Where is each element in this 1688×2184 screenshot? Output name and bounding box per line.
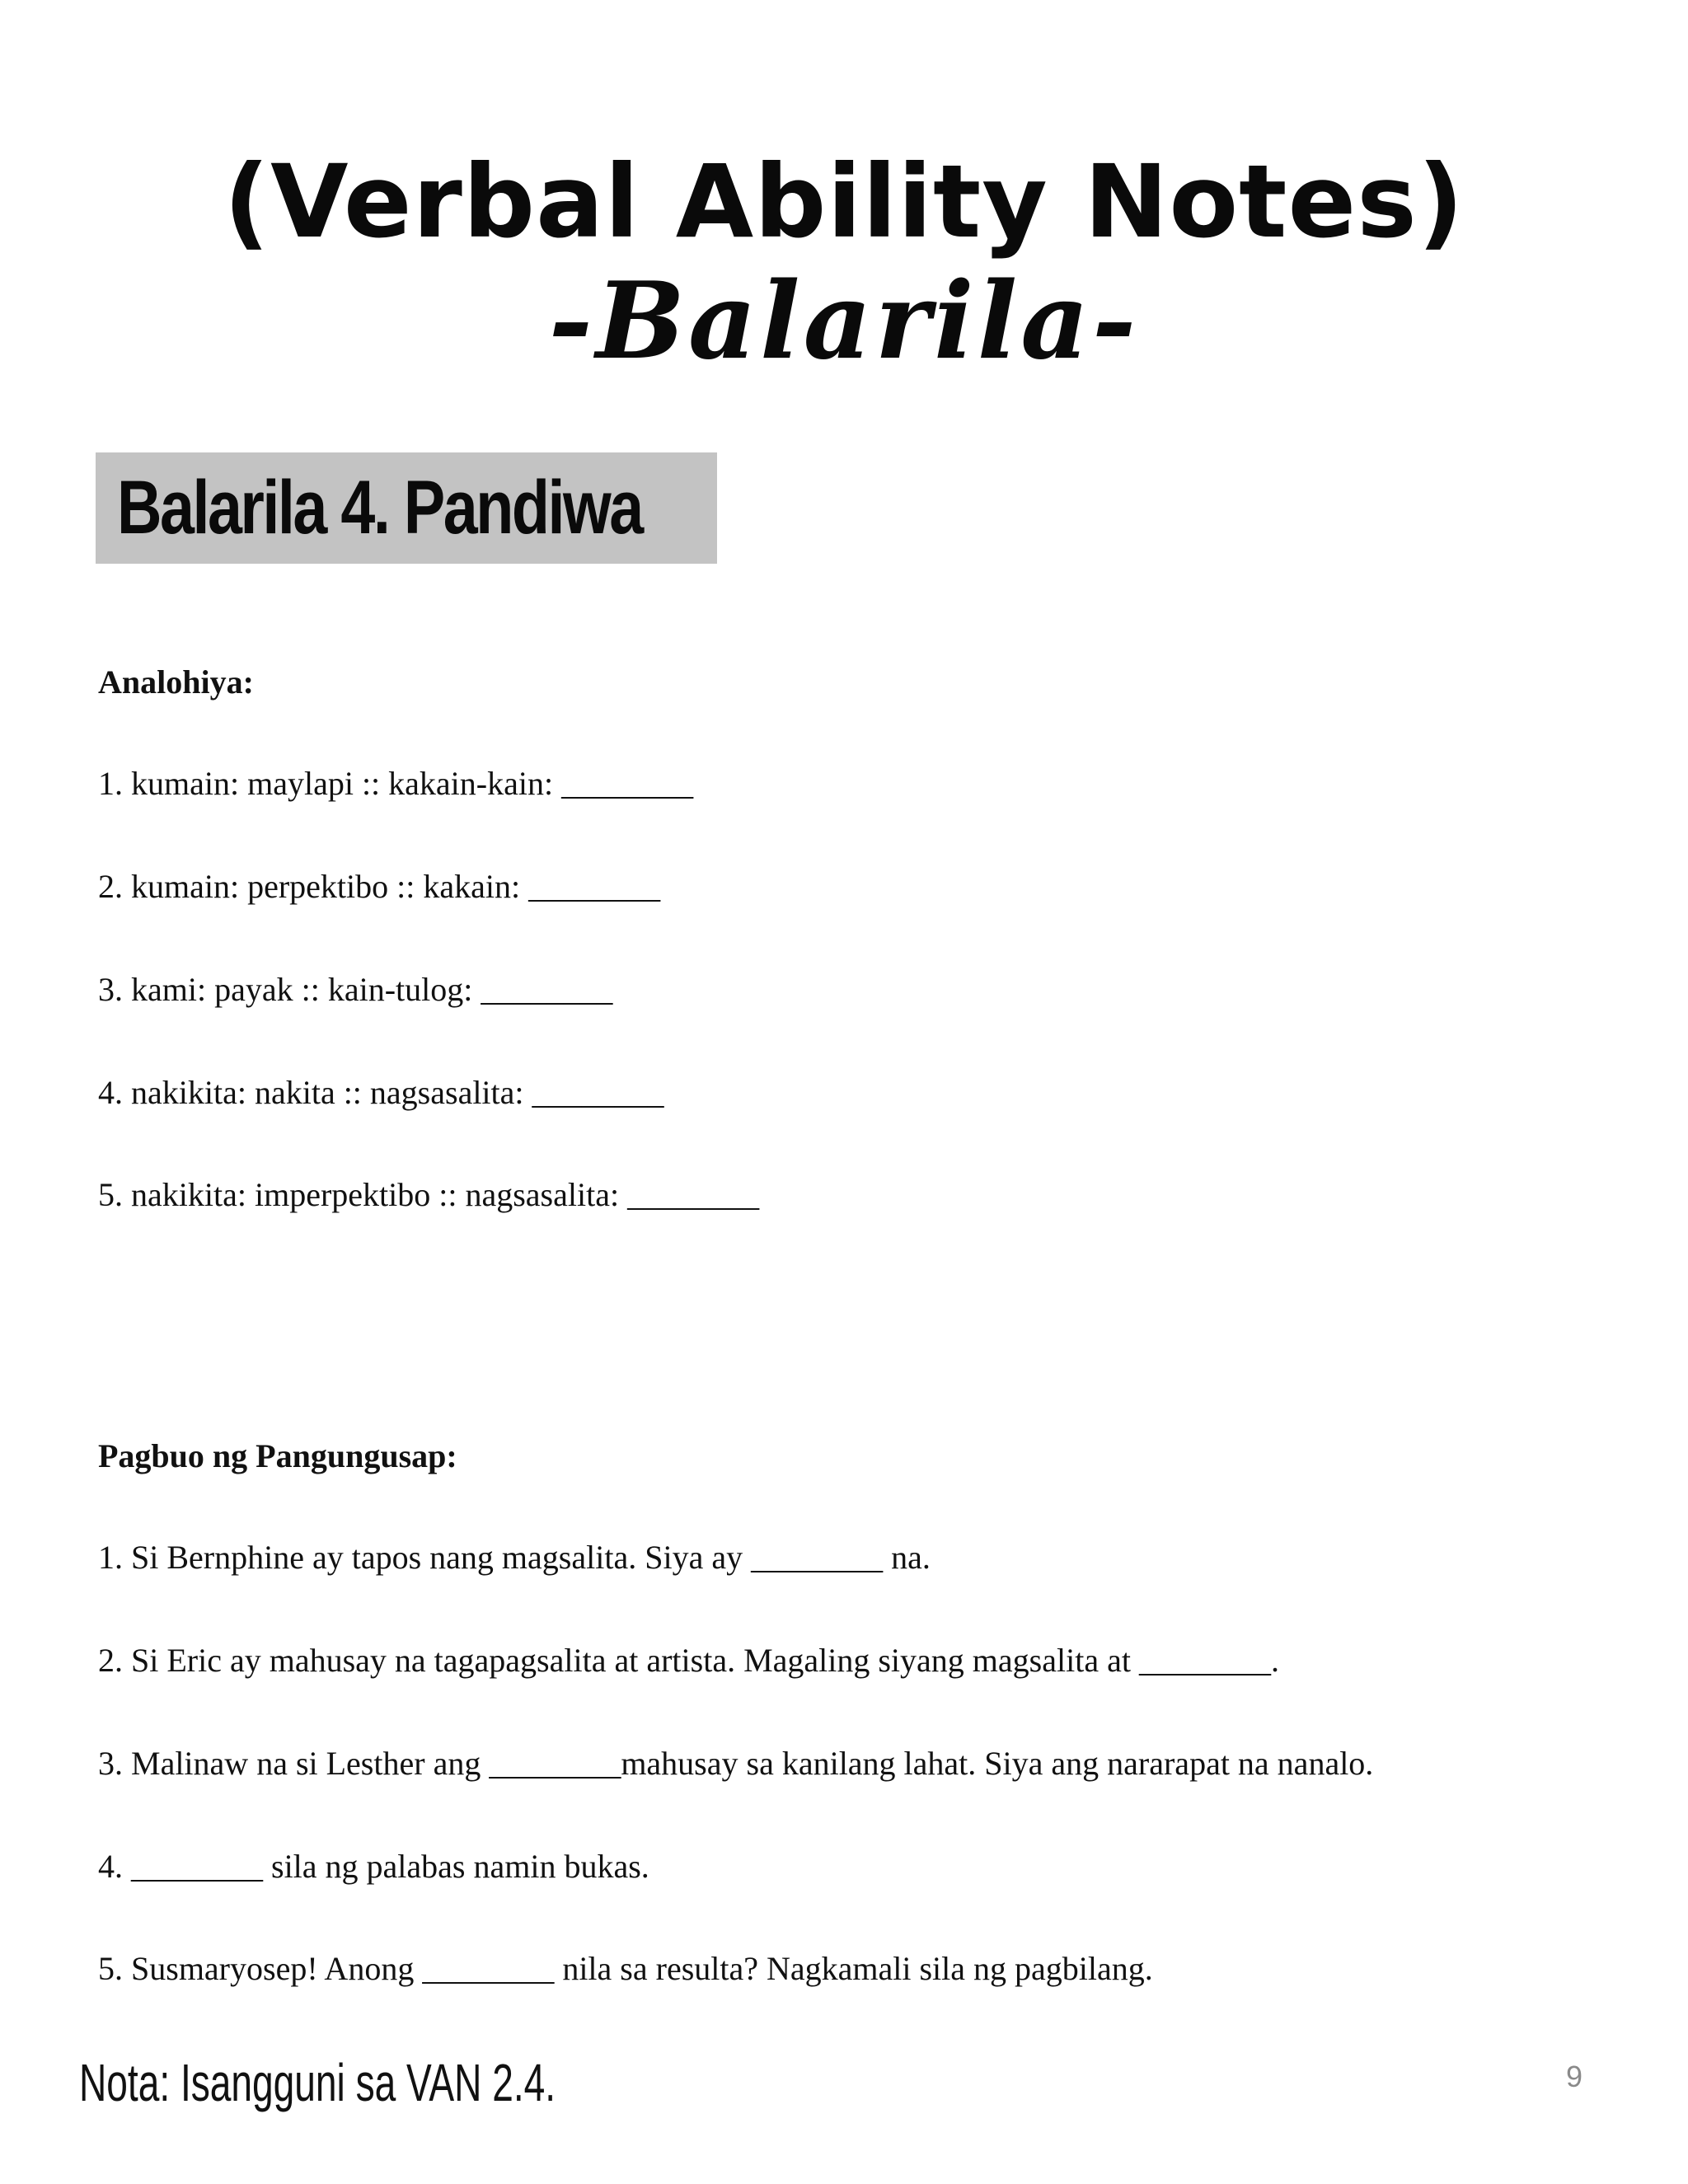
footer-note: Nota: Isangguni sa VAN 2.4. <box>79 2053 556 2112</box>
analohiya-item: 5. nakikita: imperpektibo :: nagsasalita: ________ <box>98 1176 760 1213</box>
analohiya-heading: Analohiya: <box>98 663 254 701</box>
analohiya-item: 2. kumain: perpektibo :: kakain: ________ <box>98 868 661 905</box>
analohiya-item: 4. nakikita: nakita :: nagsasalita: ________ <box>98 1074 664 1111</box>
page-title: (Verbal Ability Notes) <box>223 143 1465 260</box>
pagbuo-item: 5. Susmaryosep! Anong ________ nila sa resulta? Nagkamali sila ng pagbilang. <box>98 1950 1153 1987</box>
pagbuo-item: 2. Si Eric ay mahusay na tagapagsalita at artista. Magaling siyang magsalita at ________. <box>98 1642 1279 1679</box>
pagbuo-item: 1. Si Bernphine ay tapos nang magsalita. Siya ay ________ na. <box>98 1539 931 1576</box>
analohiya-item: 1. kumain: maylapi :: kakain-kain: ________ <box>98 765 694 802</box>
pagbuo-heading: Pagbuo ng Pangungusap: <box>98 1437 457 1474</box>
pagbuo-item: 3. Malinaw na si Lesther ang ________mahusay sa kanilang lahat. Siya ang nararapat na nanalo. <box>98 1745 1374 1782</box>
page-number: 9 <box>1565 2060 1583 2093</box>
section-banner <box>96 452 717 564</box>
pagbuo-item: 4. ________ sila ng palabas namin bukas. <box>98 1848 649 1885</box>
section-title: Balarila 4. Pandiwa <box>117 466 642 550</box>
page-subtitle: -Balarila- <box>548 260 1140 383</box>
analohiya-item: 3. kami: payak :: kain-tulog: ________ <box>98 971 613 1008</box>
